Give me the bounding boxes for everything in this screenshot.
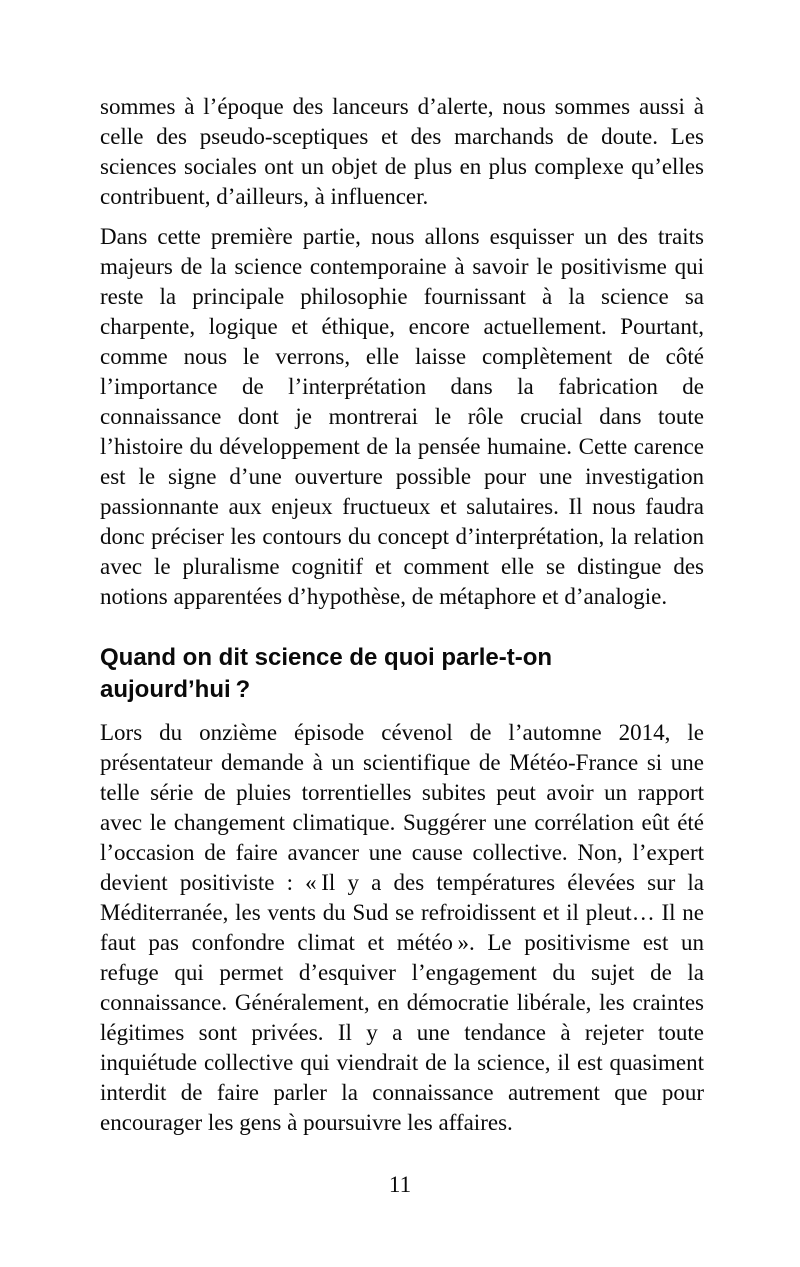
page-number: 11 [388, 1172, 412, 1197]
paragraph-continuation: sommes à l’époque des lanceurs d’alerte, nous sommes aussi à celle des pseudo-sceptiques et des marchands de doute. Les sciences sociales ont un objet de plus en plus complexe qu’elles contribuent, d’ailleurs, à influencer. [100, 94, 704, 209]
section-heading: Quand on dit science de quoi parle-t-on aujourd’hui ? [100, 644, 553, 703]
text-column [100, 92, 704, 1148]
paragraph: Lors du onzième épisode cévenol de l’automne 2014, le présentateur demande à un scientifique de Météo-France si une telle série de pluies torrentielles subites peut avoir un rapport avec le changement climatique. Suggérer une corrélation eût été l’occasion de faire avancer une cause collective. Non, l’expert devient positiviste : « Il y a des températures élevées sur la Méditerranée, les vents du Sud se refroidissent et il pleut… Il ne faut pas confondre climat et météo ». Le positivisme est un refuge qui permet d’esquiver l’engagement du sujet de la connaissance. Généralement, en démocratie libérale, les craintes légitimes sont privées. Il y a une tendance à rejeter toute inquiétude collective qui viendrait de la science, il est quasiment interdit de faire parler la connaissance autrement que pour encourager les gens à poursuivre les affaires. [100, 720, 704, 1135]
paragraph: Dans cette première partie, nous allons esquisser un des traits majeurs de la science contemporaine à savoir le positivisme qui reste la principale philosophie fournissant à la science sa charpente, logique et éthique, encore actuellement. Pourtant, comme nous le verrons, elle laisse complètement de côté l’importance de l’interprétation dans la fabrication de connaissance dont je montrerai le rôle crucial dans toute l’histoire du développement de la pensée humaine. Cette carence est le signe d’une ouverture possible pour une investigation passionnante aux enjeux fructueux et salutaires. Il nous faudra donc préciser les contours du concept d’interprétation, la relation avec le pluralisme cognitif et comment elle se distingue des notions apparentées d’hypothèse, de métaphore et d’analogie. [100, 224, 704, 609]
